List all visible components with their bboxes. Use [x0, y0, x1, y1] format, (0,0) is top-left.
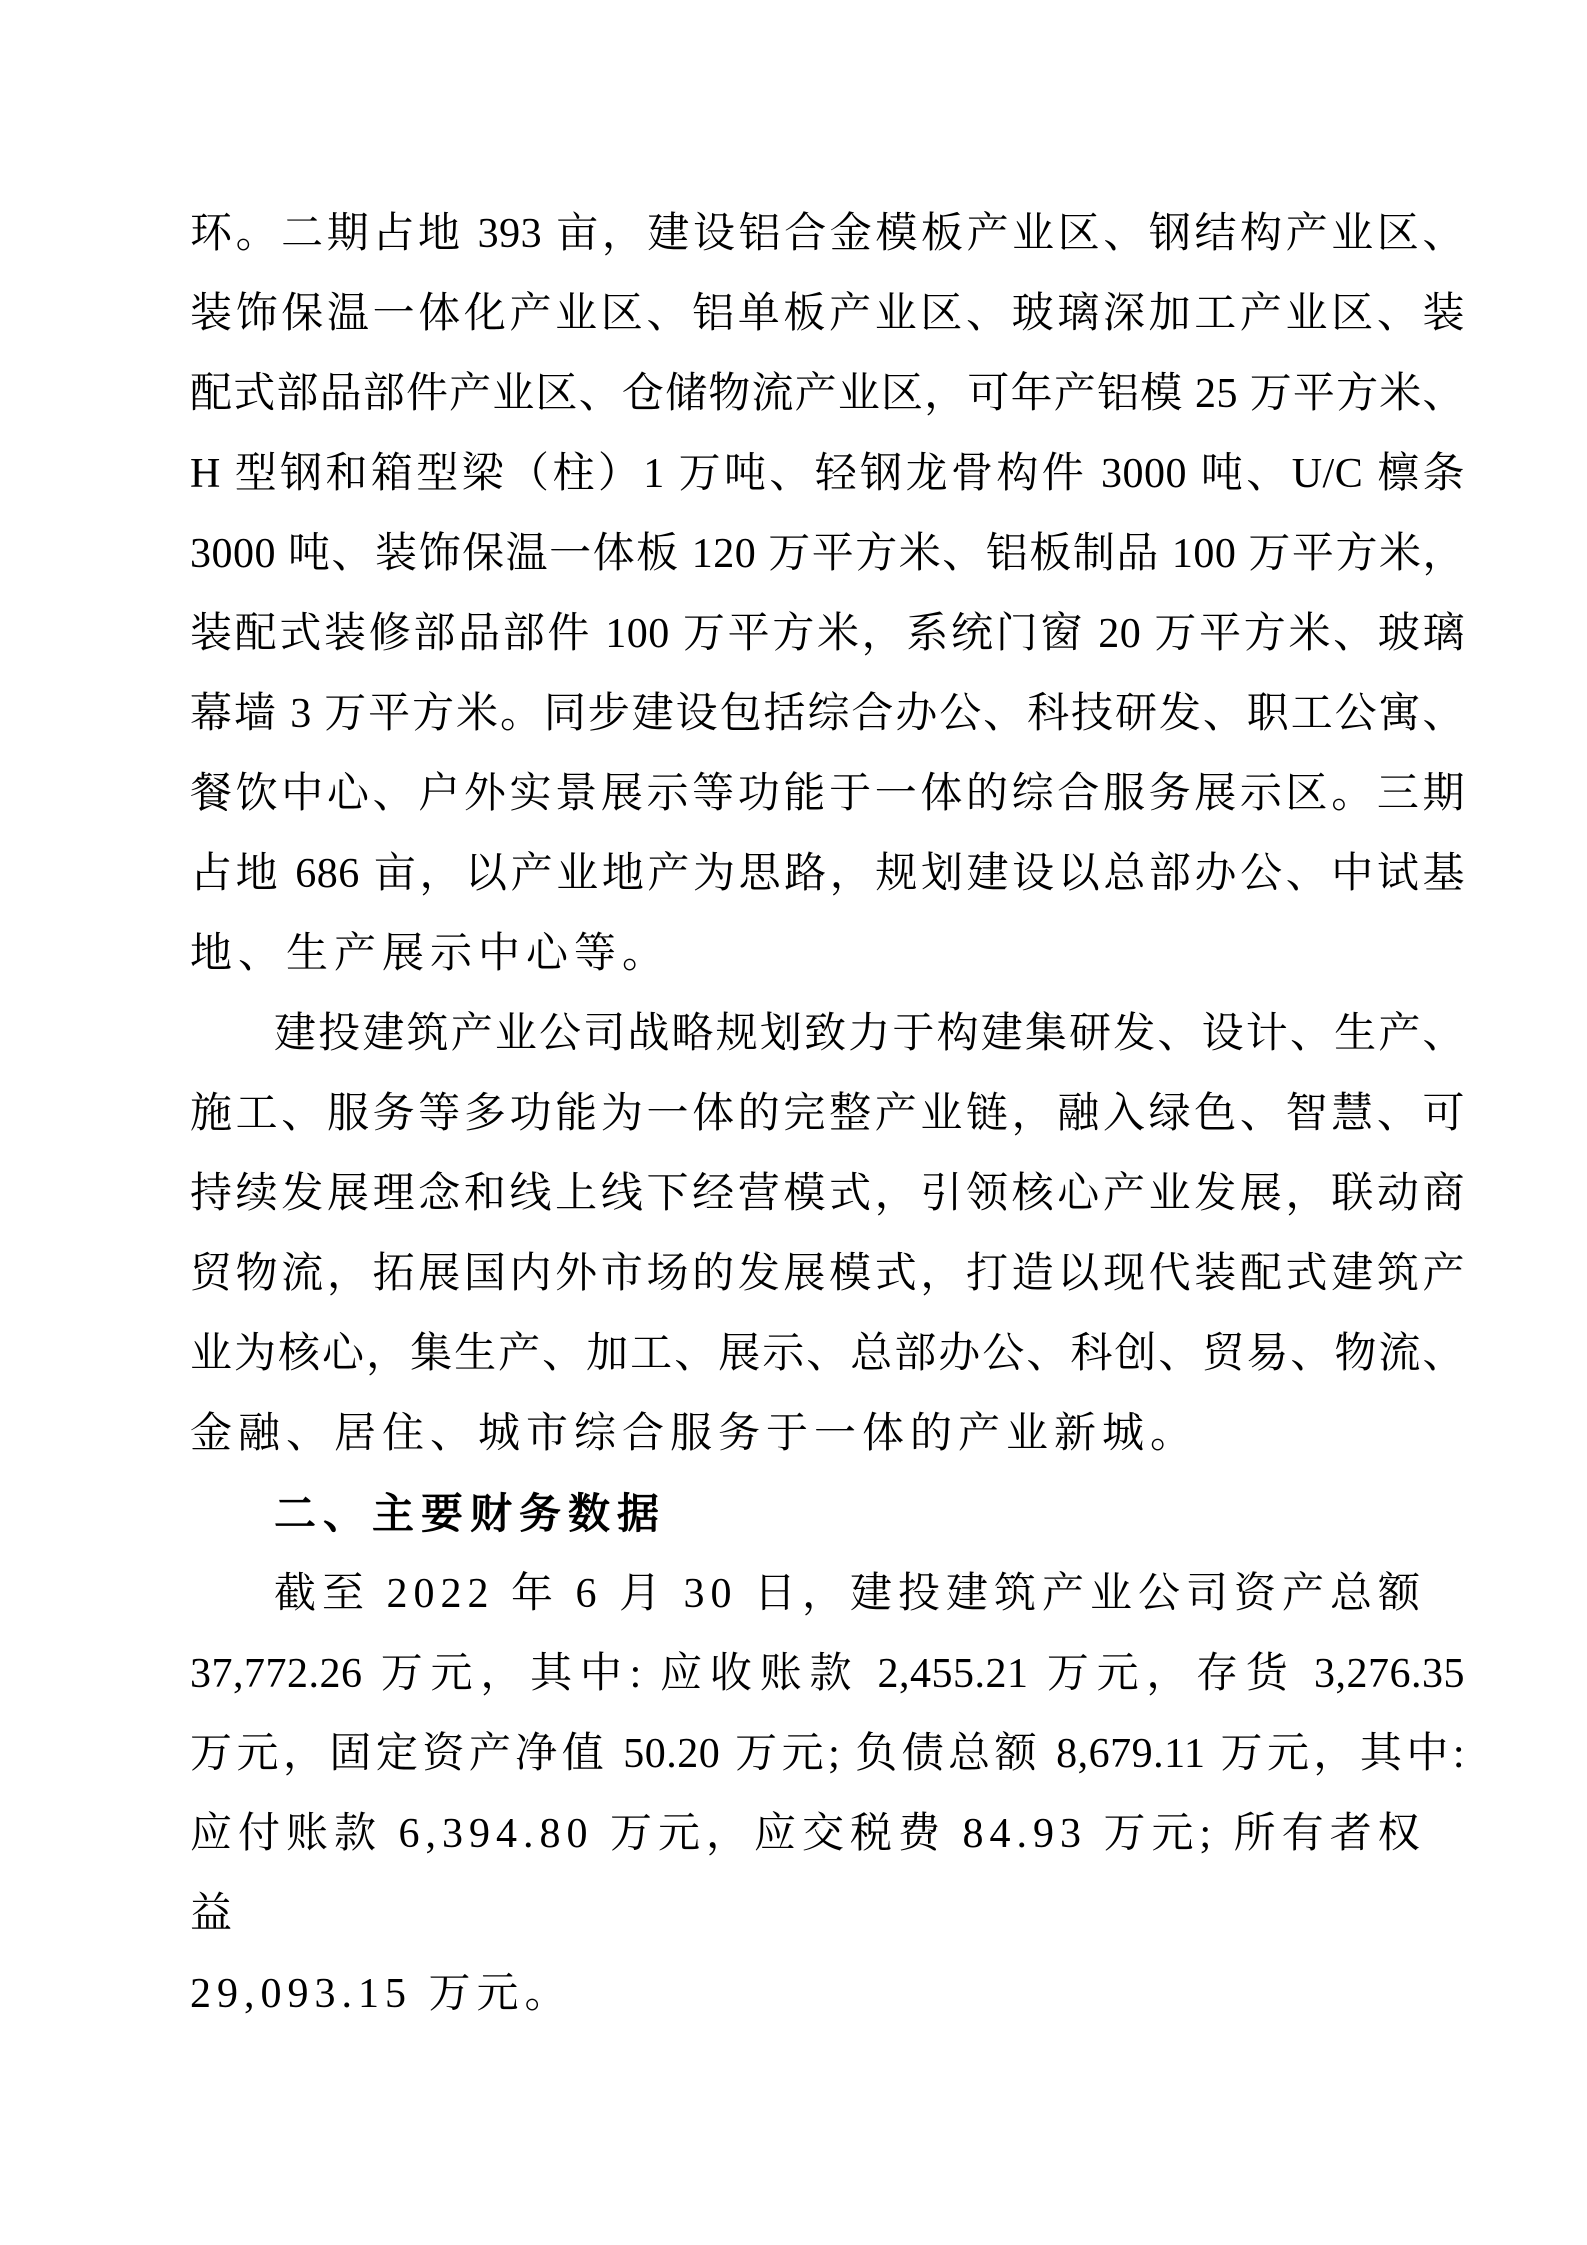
para-strategic-plan: [190, 994, 1465, 1474]
para-financial-figures: [190, 1554, 1465, 2034]
text-line: 装饰保温一体化产业区、铝单板产业区、玻璃深加工产业区、装: [190, 291, 1465, 337]
text-line: 幕墙 3 万平方米。同步建设包括综合办公、科技研发、职工公寓、: [190, 691, 1465, 737]
text-line: 环。二期占地 393 亩，建设铝合金模板产业区、钢结构产业区、: [190, 211, 1465, 257]
text-line: 应付账款 6,394.80 万元，应交税费 84.93 万元; 所有者权益: [190, 1811, 1426, 1937]
para-project-phases: [190, 194, 1465, 994]
document-body: [190, 194, 1465, 2034]
text-line: 装配式装修部品部件 100 万平方米，系统门窗 20 万平方米、玻璃: [190, 611, 1465, 657]
text-line: 施工、服务等多功能为一体的完整产业链，融入绿色、智慧、可: [190, 1091, 1465, 1137]
text-line: 万元，固定资产净值 50.20 万元; 负债总额 8,679.11 万元，其中:: [190, 1731, 1465, 1777]
text-line: 29,093.15 万元。: [190, 1971, 573, 2017]
text-line: 持续发展理念和线上线下经营模式，引领核心产业发展，联动商: [190, 1171, 1465, 1217]
text-line: 地、生产展示中心等。: [190, 931, 671, 977]
text-line: 37,772.26 万元，其中: 应收账款 2,455.21 万元，存货 3,276.35: [190, 1651, 1465, 1697]
text-line: 金融、居住、城市综合服务于一体的产业新城。: [190, 1411, 1199, 1457]
text-line: 建投建筑产业公司战略规划致力于构建集研发、设计、生产、: [274, 1011, 1465, 1057]
text-line: 贸物流，拓展国内外市场的发展模式，打造以现代装配式建筑产: [190, 1251, 1465, 1297]
text-line: H 型钢和箱型梁（柱）1 万吨、轻钢龙骨构件 3000 吨、U/C 檩条: [190, 451, 1465, 497]
text-line: 餐饮中心、户外实景展示等功能于一体的综合服务展示区。三期: [190, 771, 1465, 817]
text-line: 截至 2022 年 6 月 30 日，建投建筑产业公司资产总额: [274, 1571, 1427, 1617]
text-line: 3000 吨、装饰保温一体板 120 万平方米、铝板制品 100 万平方米，: [190, 531, 1465, 577]
heading-main-financial-data: [190, 1474, 1465, 1554]
section-heading: 二、主要财务数据: [274, 1490, 667, 1537]
text-line: 业为核心，集生产、加工、展示、总部办公、科创、贸易、物流、: [190, 1331, 1465, 1377]
text-line: 配式部品部件产业区、仓储物流产业区，可年产铝模 25 万平方米、: [190, 371, 1465, 417]
text-line: 占地 686 亩，以产业地产为思路，规划建设以总部办公、中试基: [190, 851, 1465, 897]
